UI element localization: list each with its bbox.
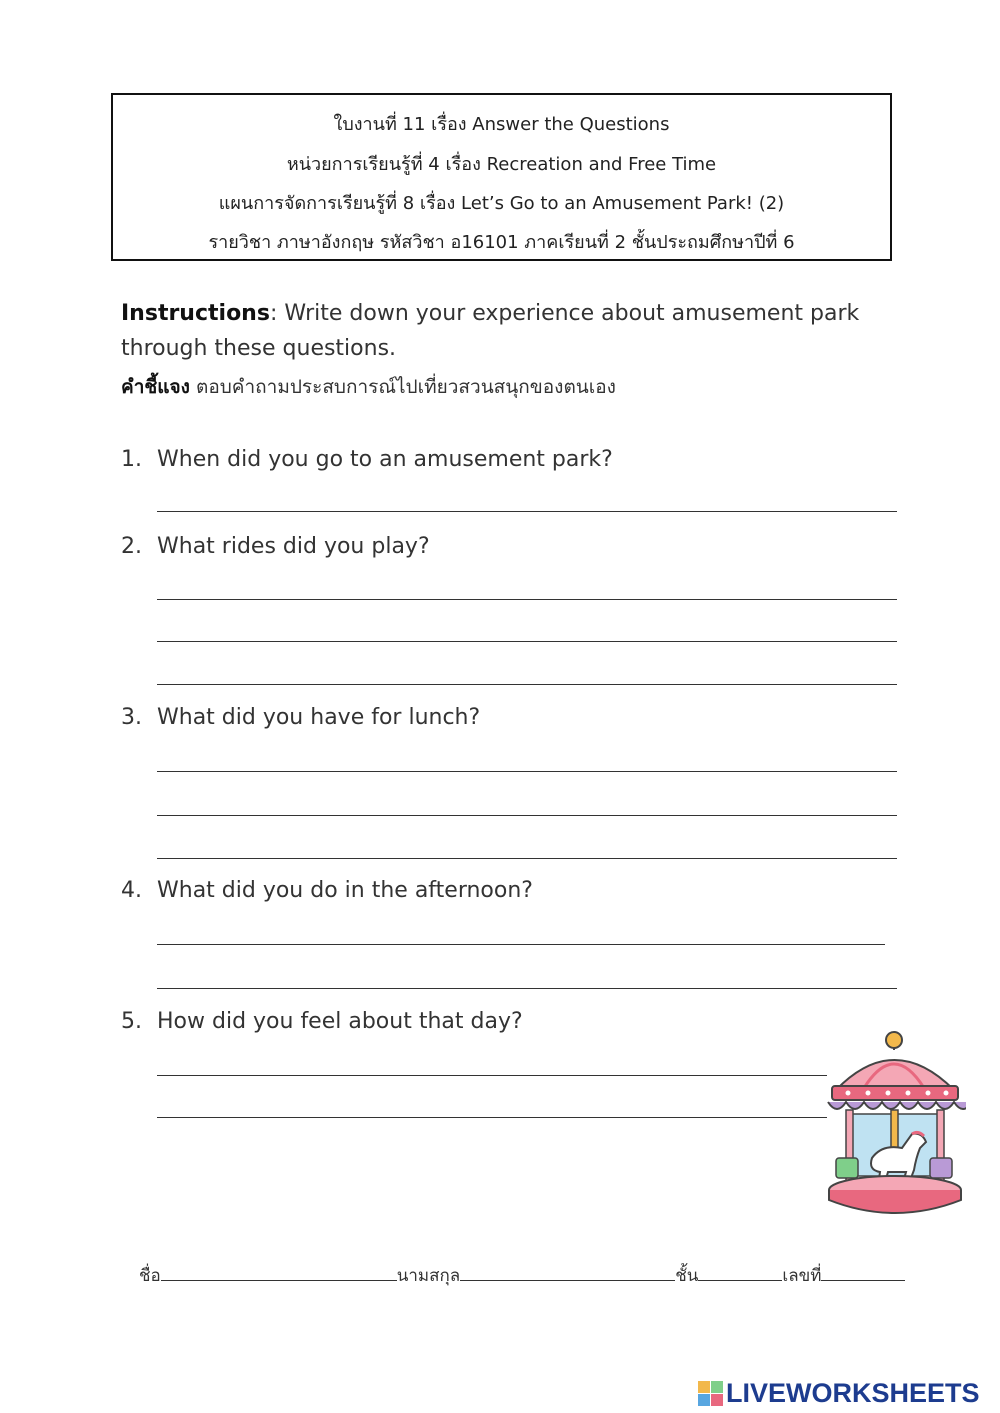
header-box: [111, 93, 892, 261]
answer-line[interactable]: [157, 1117, 827, 1118]
class-field[interactable]: [698, 1264, 782, 1281]
answer-line[interactable]: [157, 771, 897, 772]
question-text: What did you do in the afternoon?: [157, 878, 533, 903]
instructions-text: : Write down your experience about amusement park through these questions.: [121, 301, 860, 361]
answer-line[interactable]: [157, 599, 897, 600]
lesson-plan-title: แผนการจัดการเรียนรู้ที่ 8 เรื่อง Let’s Go to an Amusement Park! (2): [218, 193, 785, 214]
question-text: What did you have for lunch?: [157, 705, 481, 730]
number-label: เลขที่: [782, 1266, 822, 1286]
class-label: ชั้น: [675, 1266, 699, 1286]
question-text: How did you feel about that day?: [157, 1009, 523, 1034]
liveworksheets-logo-icon: [698, 1381, 724, 1407]
answer-line[interactable]: [157, 511, 897, 512]
question-text: When did you go to an amusement park?: [157, 447, 613, 472]
brand-name[interactable]: LIVEWORKSHEETS: [726, 1378, 980, 1408]
question-number: 1.: [121, 447, 142, 472]
answer-line[interactable]: [157, 815, 897, 816]
surname-label: นามสกุล: [396, 1266, 461, 1286]
question-number: 2.: [121, 534, 142, 559]
number-field[interactable]: [821, 1264, 905, 1281]
question-2: [121, 534, 430, 559]
question-3: [121, 705, 480, 730]
answer-line[interactable]: [157, 858, 897, 859]
course-info: รายวิชา ภาษาอังกฤษ รหัสวิชา อ16101 ภาคเรียนที่ 2 ชั้นประถมศึกษาปีที่ 6: [208, 232, 795, 253]
answer-line[interactable]: [157, 1075, 827, 1076]
question-4: [121, 878, 533, 903]
instructions: [121, 296, 881, 366]
answer-line[interactable]: [157, 641, 897, 642]
instructions-label: Instructions: [121, 301, 270, 326]
question-number: 4.: [121, 878, 142, 903]
worksheet-title: ใบงานที่ 11 เรื่อง Answer the Questions: [333, 114, 670, 135]
answer-line[interactable]: [157, 944, 885, 945]
question-5: [121, 1009, 523, 1034]
thai-instructions-label: คำชี้แจง: [121, 376, 190, 398]
student-info-footer: [139, 1262, 905, 1289]
question-number: 5.: [121, 1009, 142, 1034]
answer-line[interactable]: [157, 988, 897, 989]
thai-instructions-text: ตอบคำถามประสบการณ์ไปเที่ยวสวนสนุกของตนเอง: [189, 376, 616, 398]
question-number: 3.: [121, 705, 142, 730]
answer-line[interactable]: [157, 684, 897, 685]
question-text: What rides did you play?: [157, 534, 430, 559]
thai-instructions: [121, 372, 616, 402]
name-label: ชื่อ: [139, 1266, 161, 1286]
name-field[interactable]: [161, 1264, 397, 1281]
surname-field[interactable]: [460, 1264, 675, 1281]
question-1: [121, 447, 613, 472]
carousel-icon: [824, 1030, 966, 1215]
unit-title: หน่วยการเรียนรู้ที่ 4 เรื่อง Recreation and Free Time: [286, 154, 717, 175]
